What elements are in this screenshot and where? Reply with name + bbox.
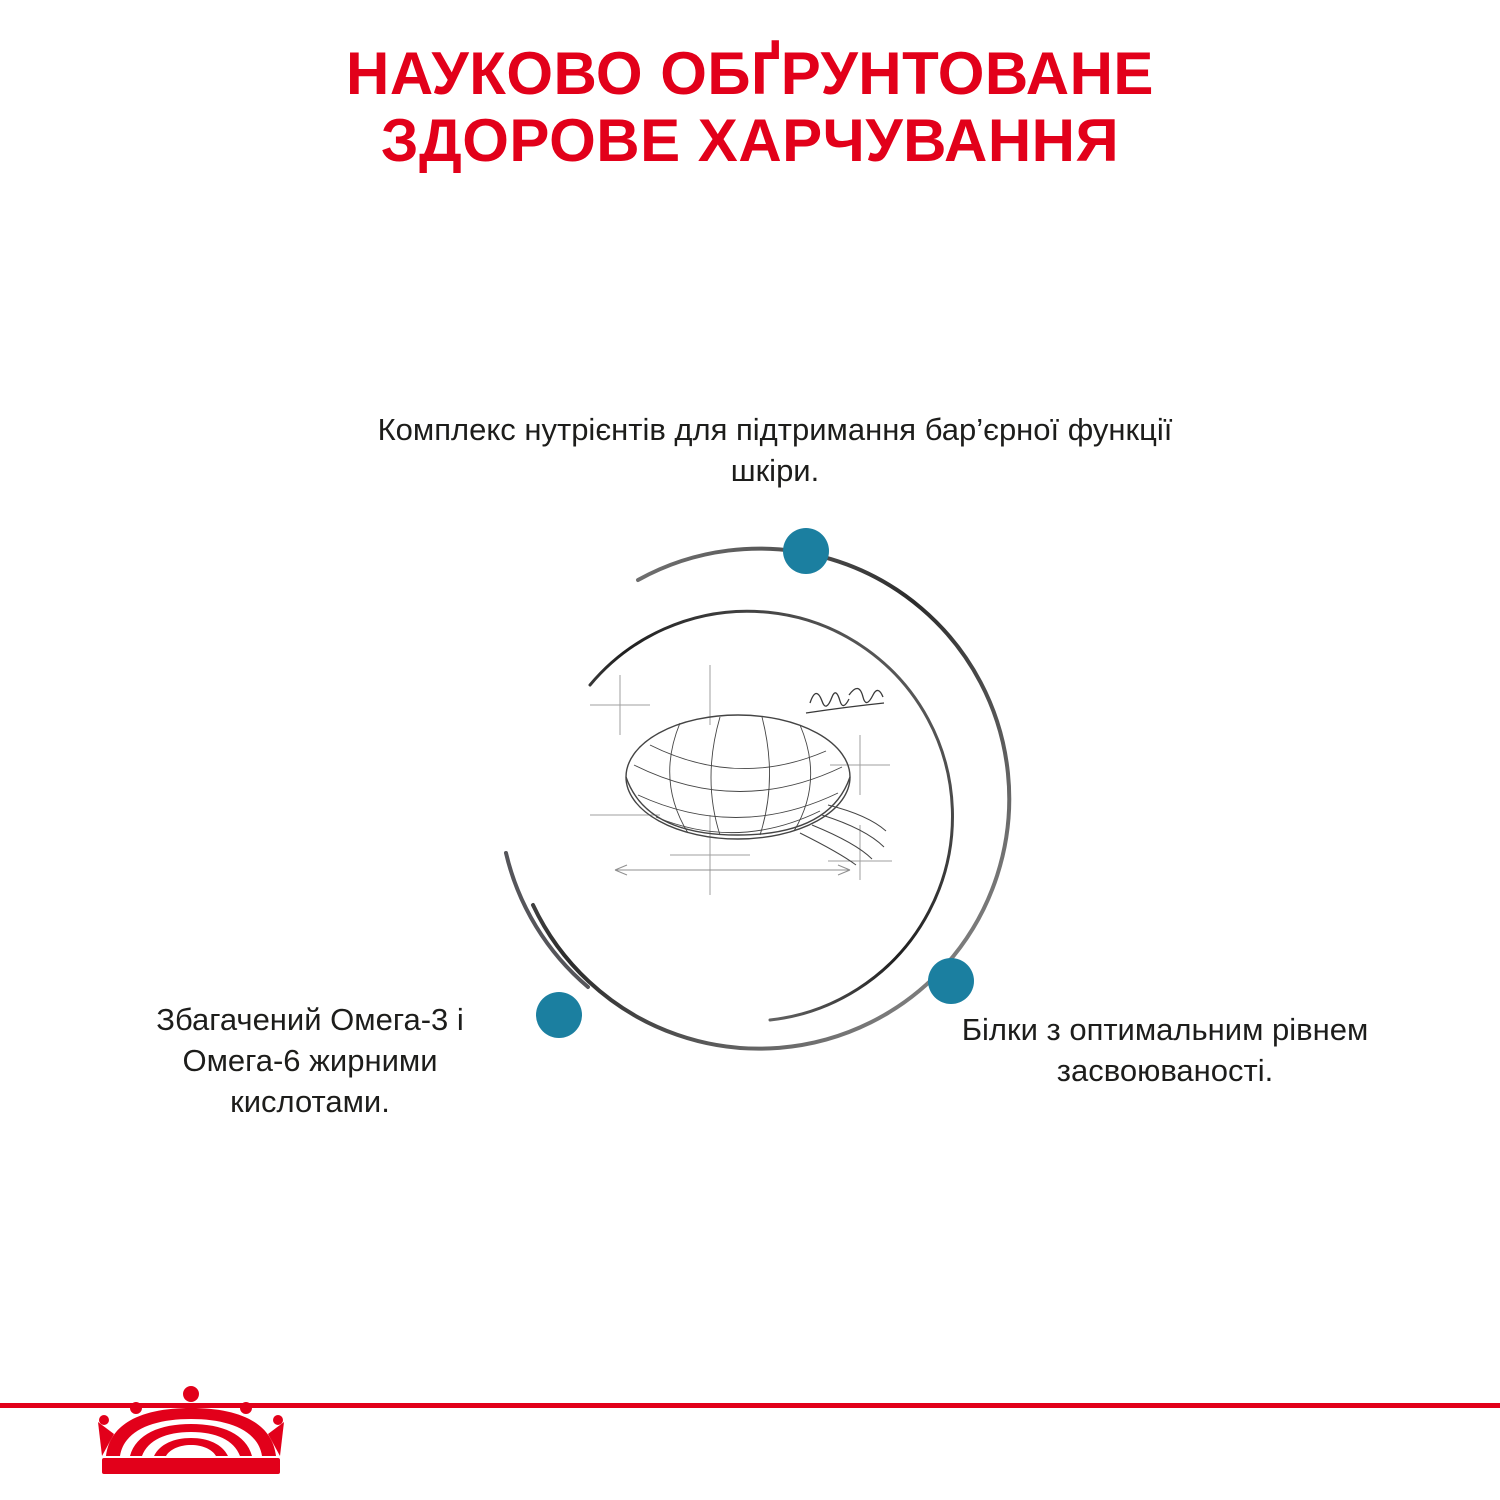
node-dot-top (783, 528, 829, 574)
callout-protein: Білки з оптимальним рівнем засвоюваності. (961, 1012, 1369, 1088)
page-title-line-1: НАУКОВО ОБҐРУНТОВАНЕ (346, 40, 1154, 107)
footer (0, 1370, 1500, 1500)
royal-canin-crown-icon (96, 1372, 286, 1482)
crown-logo-svg (96, 1372, 286, 1482)
nutrition-diagram (0, 380, 1500, 1260)
page-title (0, 40, 1500, 174)
callout-omega: Збагачений Омега-3 і Омега-6 жирними кислотами. (156, 1002, 464, 1119)
kibble-sketch-svg (560, 665, 940, 925)
kibble-sketch-icon (560, 665, 940, 925)
page-title-line-2: ЗДОРОВЕ ХАРЧУВАННЯ (380, 107, 1120, 175)
node-dot-bottom-left (536, 992, 582, 1038)
node-dot-bottom-right (928, 958, 974, 1004)
callout-skin-barrier: Комплекс нутрієнтів для підтримання бар’єрної функції шкіри. (377, 412, 1173, 488)
